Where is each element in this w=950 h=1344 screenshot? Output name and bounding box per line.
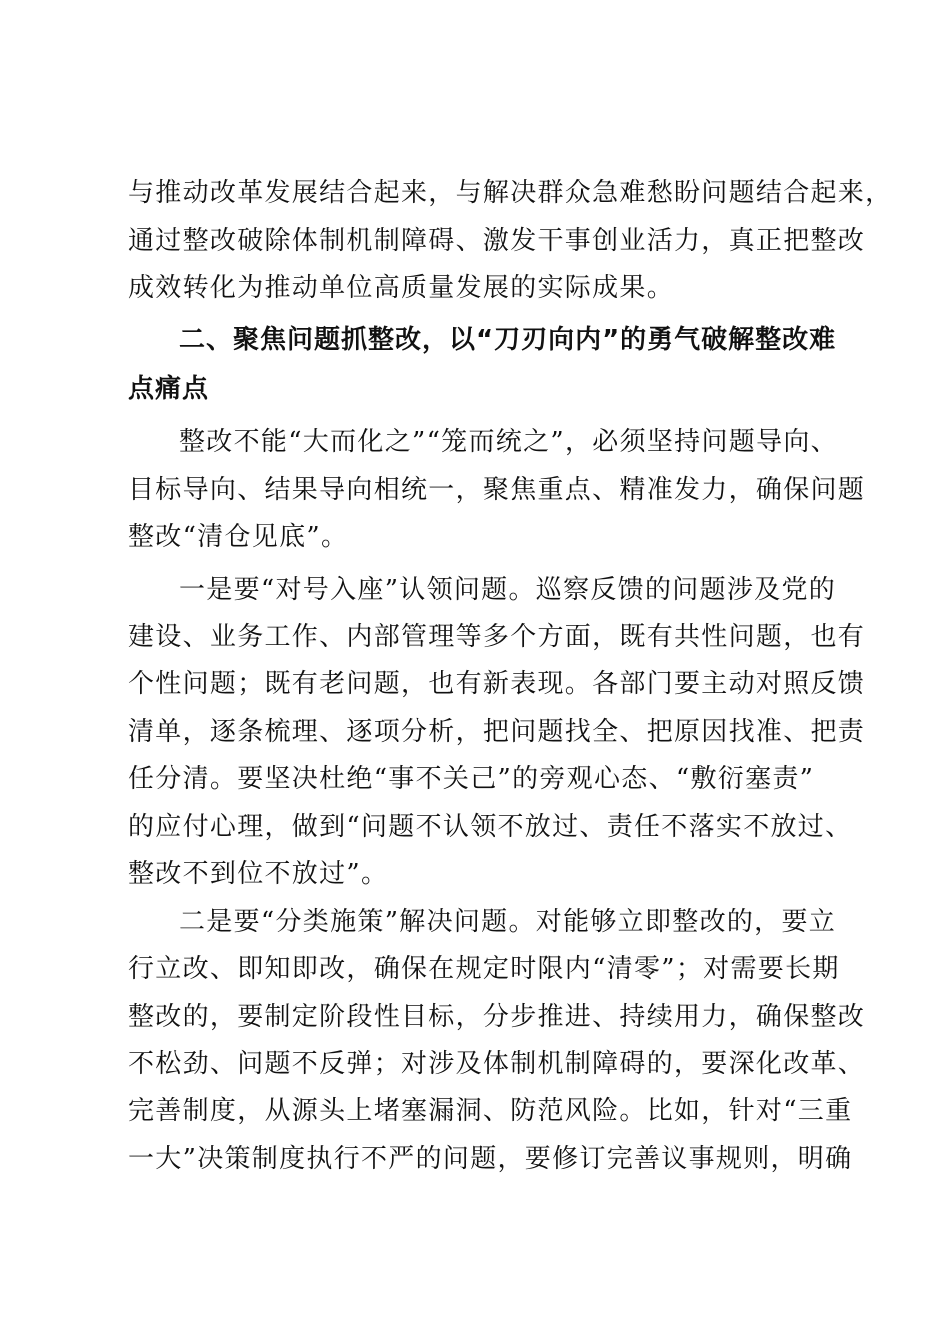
paragraph-first-line: 整改不能“大而化之”“笼而统之”，必须坚持问题导向、 xyxy=(179,427,838,457)
body-text-line: 整改“清仓见底”。 xyxy=(128,522,349,552)
body-text-line: 任分清。要坚决杜绝“事不关己”的旁观心态、“敷衍塞责” xyxy=(128,764,815,794)
paragraph-first-line: 二是要“分类施策”解决问题。对能够立即整改的，要立 xyxy=(179,907,837,937)
body-text-line: 整改的，要制定阶段性目标，分步推进、持续用力，确保整改 xyxy=(128,1002,866,1032)
body-text-line: 成效转化为推动单位高质量发展的实际成果。 xyxy=(128,273,675,303)
body-text-line: 建设、业务工作、内部管理等多个方面，既有共性问题，也有 xyxy=(128,622,866,652)
paragraph-first-line: 一是要“对号入座”认领问题。巡察反馈的问题涉及党的 xyxy=(179,575,837,605)
body-text-line: 完善制度，从源头上堵塞漏洞、防范风险。比如，针对“三重 xyxy=(128,1096,853,1126)
section-heading: 二、聚焦问题抓整改，以“刀刃向内”的勇气破解整改难 xyxy=(179,325,837,355)
body-text-line: 与推动改革发展结合起来，与解决群众急难愁盼问题结合起来， xyxy=(128,178,893,208)
body-text-line: 个性问题；既有老问题，也有新表现。各部门要主动对照反馈 xyxy=(128,669,866,699)
body-text-line: 的应付心理，做到“问题不认领不放过、责任不落实不放过、 xyxy=(128,812,853,842)
body-text-line: 不松劲、问题不反弹；对涉及体制机制障碍的，要深化改革、 xyxy=(128,1049,866,1079)
section-heading-continued: 点痛点 xyxy=(128,374,210,404)
body-text-line: 目标导向、结果导向相统一，聚焦重点、精准发力，确保问题 xyxy=(128,475,866,505)
body-text-line: 通过整改破除体制机制障碍、激发干事创业活力，真正把整改 xyxy=(128,226,866,256)
body-text-line: 一大”决策制度执行不严的问题，要修订完善议事规则，明确 xyxy=(128,1144,853,1174)
body-text-line: 清单，逐条梳理、逐项分析，把问题找全、把原因找准、把责 xyxy=(128,717,866,747)
body-text-line: 整改不到位不放过”。 xyxy=(128,859,389,889)
body-text-line: 行立改、即知即改，确保在规定时限内“清零”；对需要长期 xyxy=(128,954,840,984)
